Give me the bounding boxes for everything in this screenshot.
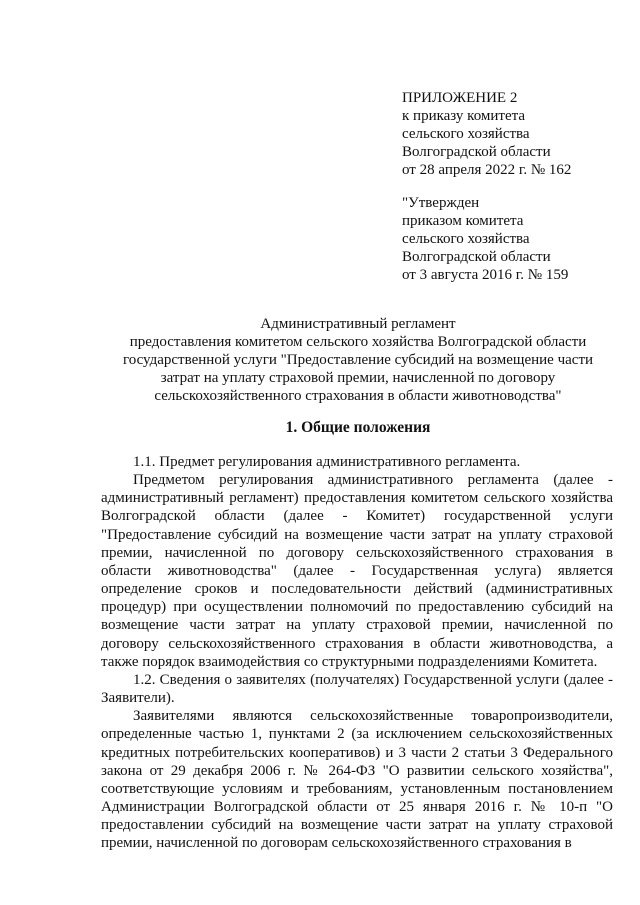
paragraph: 1.1. Предмет регулирования административного регламента. — [133, 454, 521, 470]
appendix-header — [402, 89, 571, 179]
appendix-line: Волгоградской области — [402, 144, 551, 160]
title-line: затрат на уплату страховой премии, начисленной по договору — [160, 370, 556, 386]
paragraph: Предметом регулирования административного регламента (далее - административный регламент) предоставления комитетом сельского хозяйства Волгоградской области (далее - Комитет) государственной услуги "Предоставление субсидий на возмещение части затрат на уплату страховой премии, начисленной по договору сельскохозяйственного страхования в области животноводства" (далее - Государственная услуга) является определение сроков и последовательности действий (административных процедур) при осуществлении полномочий по предоставлению субсидий на возмещение части затрат на уплату страховой премии, начисленной по договору сельскохозяйственного страхования в области животноводства, а также порядок взаимодействия со структурными подразделениями Комитета. — [101, 472, 613, 670]
approval-stamp — [402, 194, 568, 284]
title-line: государственной услуги "Предоставление субсидий на возмещение части — [122, 352, 594, 368]
approval-line: приказом комитета — [402, 213, 524, 229]
title-line: сельскохозяйственного страхования в области животноводства" — [154, 388, 562, 404]
approval-line: от 3 августа 2016 г. № 159 — [402, 267, 569, 283]
paragraph: Заявителями являются сельскохозяйственные товаропроизводители, определенные частью 1, пунктами 2 (за исключением сельскохозяйственных кредитных потребительских кооперативов) и 3 части 2 статьи 3 Федерального закона от 29 декабря 2006 г. № 264-ФЗ "О развитии сельского хозяйства", соответствующие условиям и требованиям, установленным постановлением Администрации Волгоградской области от 25 января 2016 г. № 10-п "О предоставлении субсидий на возмещение части затрат на уплату страховой премии, начисленной по договорам сельскохозяйственного страхования в — [101, 708, 613, 852]
appendix-line: сельского хозяйства — [402, 126, 530, 142]
approval-line: "Утвержден — [402, 195, 480, 211]
paragraph: 1.2. Сведения о заявителях (получателях) Государственной услуги (далее - Заявители). — [101, 671, 613, 707]
appendix-line: от 28 апреля 2022 г. № 162 — [402, 162, 572, 178]
title-line: Административный регламент — [260, 316, 456, 332]
approval-line: сельского хозяйства — [402, 231, 530, 247]
document-body — [101, 453, 613, 852]
document-title — [100, 315, 616, 405]
appendix-line: к приказу комитета — [402, 108, 526, 124]
section-heading: 1. Общие положения — [285, 419, 431, 436]
appendix-line: ПРИЛОЖЕНИЕ 2 — [402, 90, 518, 106]
title-line: предоставления комитетом сельского хозяйства Волгоградской области — [129, 334, 587, 350]
approval-line: Волгоградской области — [402, 249, 551, 265]
